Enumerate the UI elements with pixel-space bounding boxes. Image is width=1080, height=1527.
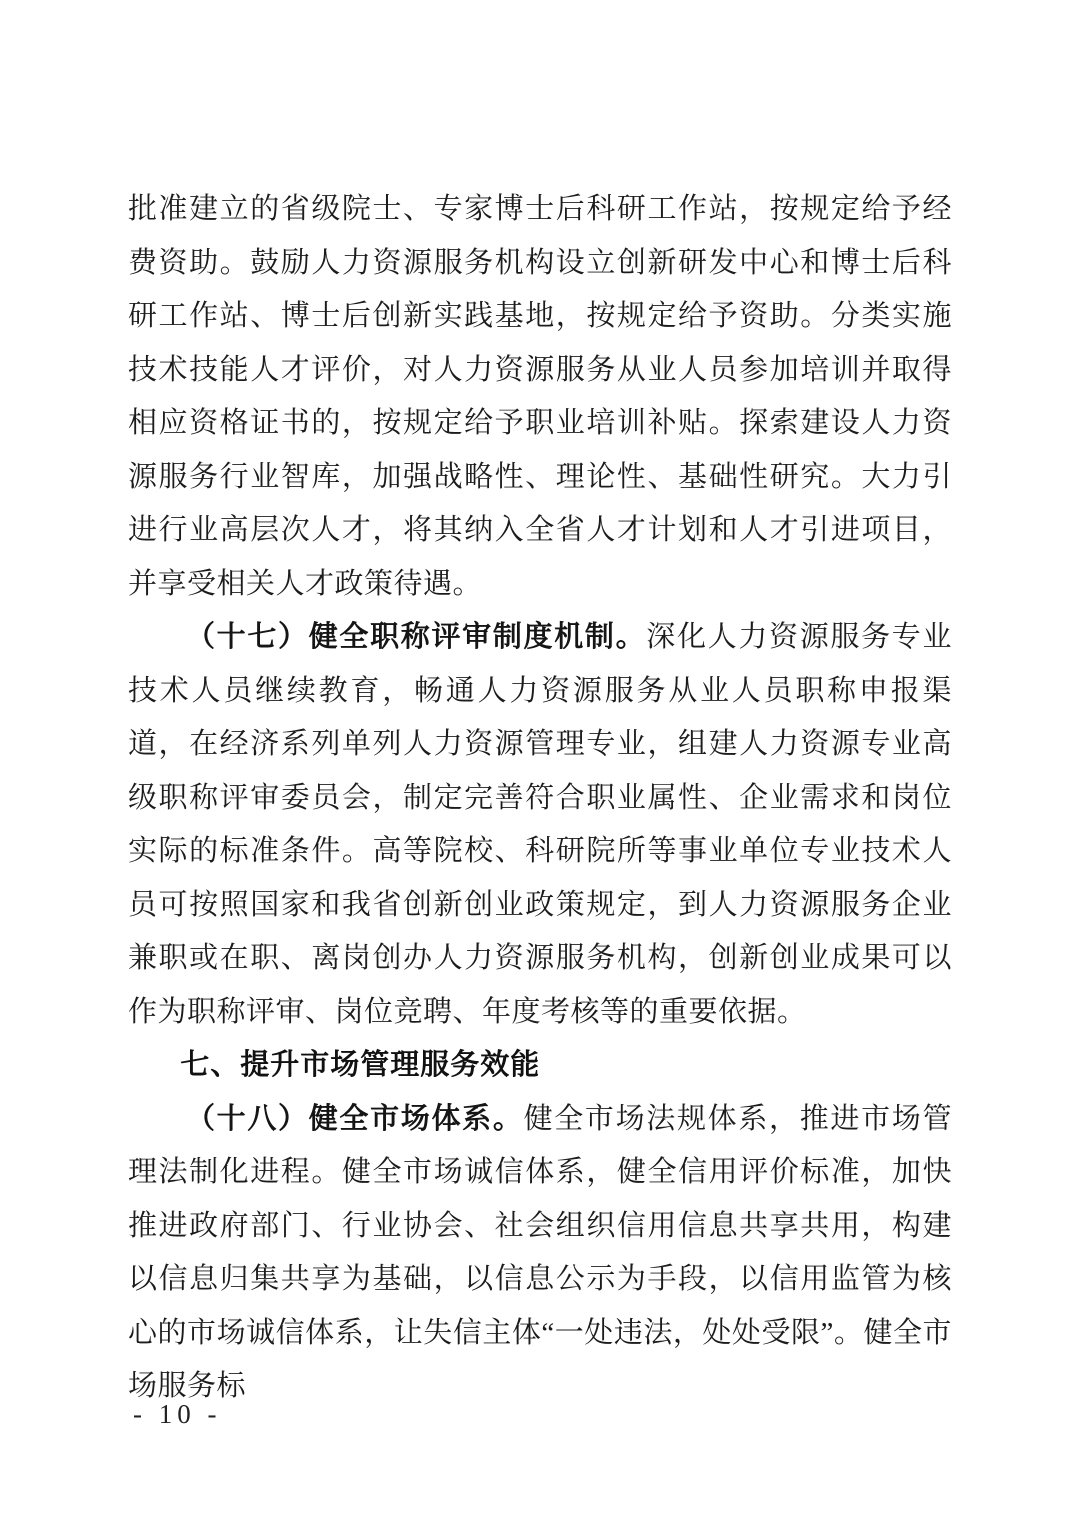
section-heading: 七、提升市场管理服务效能 <box>180 1049 541 1081</box>
paragraph-text: 深化人力资源服务专业技术人员继续教育，畅通人力资源服务从业人员职称申报渠道，在经济系列单列人力资源管理专业，组建人力资源专业高级职称评审委员会，制定完善符合职业属性、企业需求和岗位实际的标准条件。高等院校、科研院所等事业单位专业技术人员可按照国家和我省创新创业政策规定，到人力资源服务企业兼职或在职、离岗创办人力资源服务机构，创新创业成果可以作为职称评审、岗位竞聘、年度考核等的重要依据。 <box>128 621 952 1028</box>
page-number: - 10 - <box>133 1399 222 1429</box>
paragraph-text: 健全市场法规体系，推进市场管理法制化进程。健全市场诚信体系，健全信用评价标准，加快推进政府部门、行业协会、社会组织信用信息共享共用，构建以信息归集共享为基础，以信息公示为手段，以信用监管为核心的市场诚信体系，让失信主体“一处违法，处处受限”。健全市场服务标 <box>128 1102 952 1402</box>
paragraph <box>128 611 952 1039</box>
paragraph-lead-heading: （十七）健全职称评审制度机制。 <box>186 621 647 653</box>
document-content <box>128 183 952 1414</box>
paragraph-text: 批准建立的省级院士、专家博士后科研工作站，按规定给予经费资助。鼓励人力资源服务机构设立创新研发中心和博士后科研工作站、博士后创新实践基地，按规定给予资助。分类实施技术技能人才评价，对人力资源服务从业人员参加培训并取得相应资格证书的，按规定给予职业培训补贴。探索建设人力资源服务行业智库，加强战略性、理论性、基础性研究。大力引进行业高层次人才，将其纳入全省人才计划和人才引进项目，并享受相关人才政策待遇。 <box>128 193 952 600</box>
paragraph <box>128 183 952 611</box>
paragraph <box>128 1093 952 1414</box>
paragraph-lead-heading: （十八）健全市场体系。 <box>186 1102 524 1135</box>
